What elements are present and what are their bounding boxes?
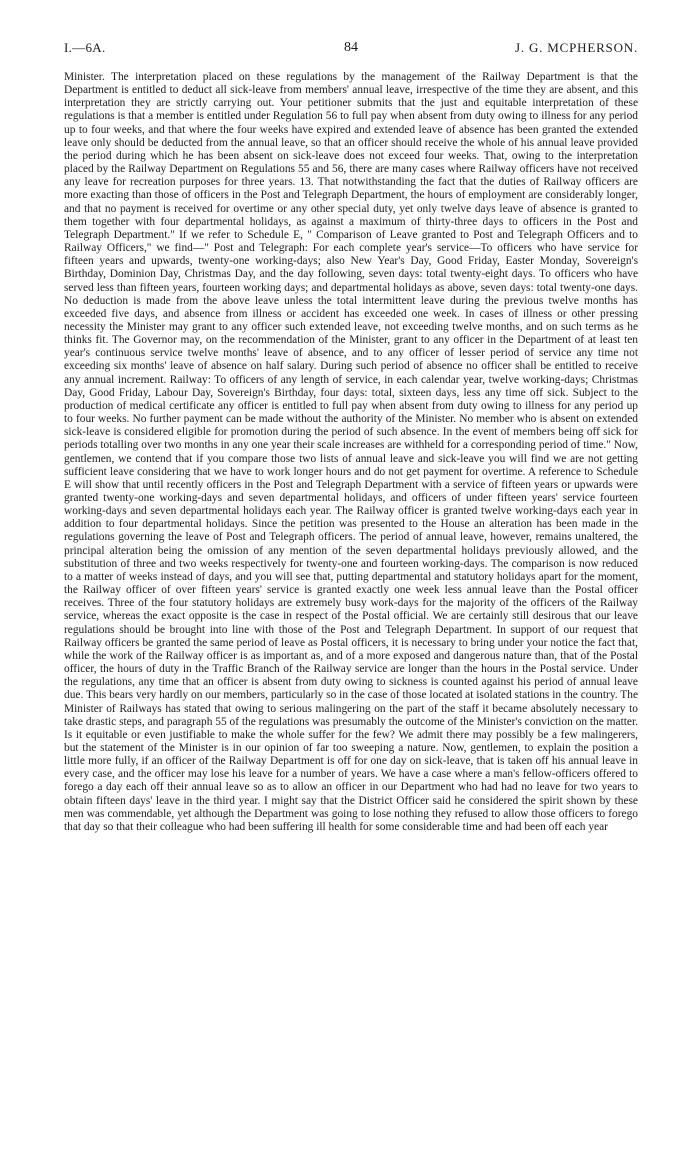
document-reference: I.—6A. [64,40,106,55]
page-header [64,40,638,58]
witness-name: J. G. MCPHERSON. [515,40,638,55]
body-paragraph: Minister. The interpretation placed on these regulations by the management of the Railway Department is that the Department is entitled to deduct all sick-leave from members' annual leave, irrespective of the time they are absent, and this interpretation they are strictly carrying out. Your petitioner submits that the just and equitable interpretation of these regulations is that a member is entitled under Regulation 56 to full pay when absent from duty owing to illness for any period up to four weeks, and that where the four weeks have expired and extended leave of absence has been granted the extended leave only should be deducted from the annual leave, so that an officer should receive the whole of his annual leave provided the period during which he has been absent on sick-leave does not exceed four weeks. That, owing to the interpretation placed by the Railway Department on Regulations 55 and 56, there are many cases where Railway officers have not received any leave for recreation purposes for three years. 13. That notwithstanding the fact that the duties of Railway officers are more exacting than those of officers in the Post and Telegraph Department, the hours of employment are considerably longer, and that no payment is received for overtime or any other special duty, yet only twelve days leave of absence is granted to them together with four departmental holidays, as against a maximum of thirty-three days to officers in the Post and Telegraph Department." If we refer to Schedule E, " Comparison of Leave granted to Post and Telegraph Officers and to Railway Officers," we find—" Post and Telegraph: For each complete year's service—To officers who have service for fifteen years and upwards, twenty-one working-days; also New Year's Day, Good Friday, Easter Monday, Sovereign's Birthday, Dominion Day, Christmas Day, and the day following, seven days: total twenty-eight days. To officers who have served less than fifteen years, fourteen working days; and departmental holidays as above, seven days: total twenty-one days. No deduction is made from the above leave unless the total intermittent leave during the previous twelve months has exceeded five days, and absence from illness or accident has exceeded one week. In cases of illness or other pressing necessity the Minister may grant to any officer such extended leave, not exceeding twelve months, and on such terms as he thinks fit. The Governor may, on the recommendation of the Minister, grant to any officer in the Department of at least ten year's continuous service twelve months' leave of absence, and to any officer of lesser period of service any time not exceeding six months' leave of absence on half salary. During such period of absence no officer shall be entitled to receive any annual increment. Railway: To officers of any length of service, in each calendar year, twelve working-days; Christmas Day, Good Friday, Labour Day, Sovereign's Birthday, four days: total, sixteen days, less any time off sick. Subject to the production of medical certificate any officer is entitled to full pay when absent from duty owing to illness for any period up to four weeks. No further payment can be made without the authority of the Minister. No member who is absent on extended sick-leave is considered eligible for promotion during the period of such absence. In the event of members being off sick for periods totalling over two months in any one year their scale increases are withheld for a corresponding period of time." Now, gentlemen, we contend that if you compare those two lists of annual leave and sick-leave you will find we are not getting sufficient leave considering that we have to work longer hours and do not get payment for overtime. A reference to Schedule E will show that until recently officers in the Post and Telegraph Department with a service of fifteen years or upwards were granted twenty-one working-days and seven departmental holidays, and officers of under fifteen years' service fourteen working-days and seven departmental holidays each year. The Railway officer is granted twelve working-days each year in addition to four departmental holidays. Since the petition was presented to the House an alteration has been made in the regulations governing the leave of Post and Telegraph officers. The period of annual leave, however, remains unaltered, the principal alteration being the omission of any mention of the seven departmental holidays previously allowed, and the substitution of three and two weeks respectively for twenty-one and fourteen working-days. The comparison is now reduced to a matter of weeks instead of days, and you will see that, putting departmental and statutory holidays apart for the moment, the Railway officer of over fifteen years' service is granted exactly one week less annual leave than the Postal officer receives. Three of the four statutory holidays are extremely busy work-days for the majority of the officers of the Railway service, whereas the exact opposite is the case in respect of the Postal official. We are certainly still desirous that our leave regulations should be brought into line with those of the Post and Telegraph Department. In support of our request that Railway officers be granted the same period of leave as Postal officers, it is necessary to bring under your notice the fact that, while the work of the Railway officer is as important as, and of a more exposed and dangerous nature than, that of the Postal officer, the hours of duty in the Traffic Branch of the Railway service are longer than the hours in the Postal service. Under the regulations, any time that an officer is absent from duty owing to sickness is counted against his period of annual leave due. This bears very hardly on our members, particularly so in the case of those located at isolated stations in the country. The Minister of Railways has stated that owing to serious malingering on the part of the staff it became absolutely necessary to take drastic steps, and paragraph 55 of the regulations was presumably the outcome of the Minister's conviction on the matter. Is it equitable or even justifiable to make the whole suffer for the few? We admit there may possibly be a few malingerers, but the statement of the Minister is in our opinion of far too sweeping a nature. Now, gentlemen, to explain the position a little more fully, if an officer of the Railway Department is off for one day on sick-leave, that is taken off his annual leave in every case, and the officer may lose his leave for a number of years. We have a case where a man's fellow-officers offered to forego a day each off their annual leave so as to allow an officer in our Department who had had no leave for two years to obtain fifteen days' leave in the third year. I might say that the District Officer said he considered the spirit shown by these men was commendable, yet although the Department was going to lose nothing they refused to allow those officers to forego that day so that their colleague who had been suffering ill health for some considerable time and had been off each year [64,71,638,833]
page-number: 84 [344,40,358,55]
